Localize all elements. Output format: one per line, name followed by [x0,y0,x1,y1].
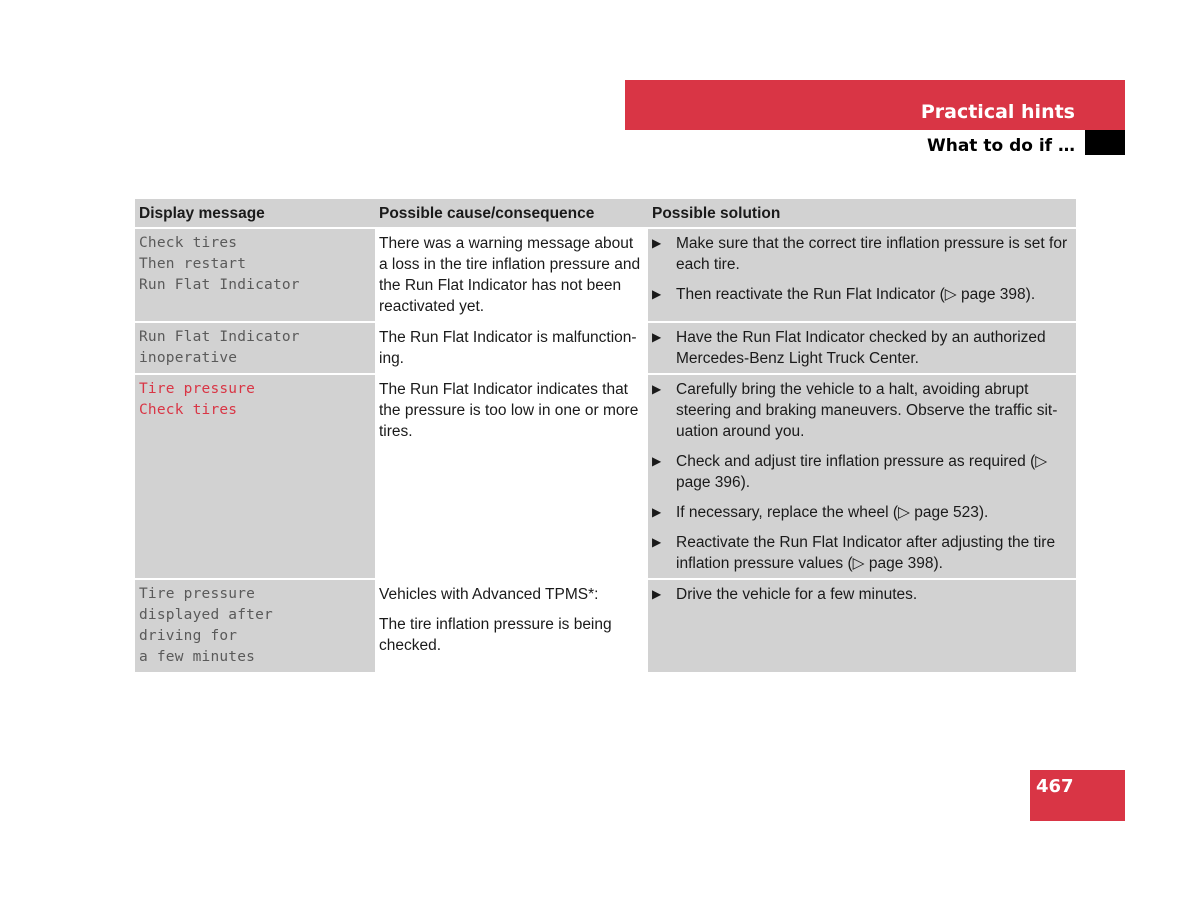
solution-cell [648,228,1076,322]
cause-paragraph: Vehicles with Advanced TPMS*: [379,586,599,603]
solution-step [652,379,1072,442]
solution-text: Have the Run Flat Indicator checked by an authorized Mercedes-Benz Light Truck Center. [676,329,1046,367]
bullet-arrow-icon: ▶ [652,587,662,601]
display-message-line: driving for [139,628,238,644]
cause-cell [375,228,648,322]
solution-cell [648,579,1076,673]
solution-step [652,532,1072,574]
display-message-line: Tire pressure [139,381,256,397]
solution-step [652,584,1072,605]
column-header-display-message: Display message [135,199,375,228]
cause-cell [375,579,648,673]
display-messages-table [135,199,1076,674]
display-message-line: Run Flat Indicator [139,329,300,345]
bullet-arrow-icon: ▶ [652,382,662,396]
bullet-arrow-icon: ▶ [652,454,662,468]
table-header-row [135,199,1076,228]
solution-cell [648,322,1076,374]
solution-cell [648,374,1076,579]
table-body [135,228,1076,673]
solution-text: Check and adjust tire inflation pressure as required (▷ page 396). [676,453,1048,491]
display-message-line: Check tires [139,235,238,251]
display-message-line: Tire pressure [139,586,256,602]
display-message-line: Run Flat Indicator [139,277,300,293]
solution-text: Reactivate the Run Flat Indicator after adjusting the tire inflation pressure values (▷ page 398). [676,534,1056,572]
display-message-line: Check tires [139,402,238,418]
subsection-title: What to do if … [926,136,1075,156]
solution-step [652,502,1072,523]
cause-paragraph: The tire inflation pressure is being checked. [379,616,612,654]
solution-step [652,233,1072,275]
table-row [135,322,1076,374]
table-row [135,579,1076,673]
solution-text: If necessary, replace the wheel (▷ page 523). [676,504,989,521]
cause-paragraph: The Run Flat Indicator indicates that the pressure is too low in one or more tires. [379,381,639,440]
cause-cell [375,322,648,374]
page-number-box [1030,770,1125,821]
display-message-cell [135,374,375,579]
solution-step [652,284,1072,305]
solution-step [652,327,1072,369]
display-message-cell [135,322,375,374]
solution-text: Carefully bring the vehicle to a halt, avoiding abrupt steering and braking maneuvers. Observe the traffic sit-uation around you. [676,381,1058,440]
bullet-arrow-icon: ▶ [652,330,662,344]
solution-text: Drive the vehicle for a few minutes. [676,586,918,603]
bullet-arrow-icon: ▶ [652,505,662,519]
solution-text: Make sure that the correct tire inflation pressure is set for each tire. [676,235,1068,273]
display-message-line: Then restart [139,256,247,272]
cause-paragraph: The Run Flat Indicator is malfunction-ing. [379,329,637,367]
display-message-line: inoperative [139,350,238,366]
cause-paragraph: There was a warning message about a loss in the tire inflation pressure and the Run Flat Indicator has not been reactivated yet. [379,235,641,315]
display-message-cell [135,579,375,673]
display-message-line: displayed after [139,607,273,623]
table-row [135,374,1076,579]
solution-text: Then reactivate the Run Flat Indicator (▷ page 398). [676,286,1036,303]
bullet-arrow-icon: ▶ [652,535,662,549]
chapter-tab-marker [1085,130,1125,155]
cause-cell [375,374,648,579]
column-header-possible-solution: Possible solution [648,199,1076,228]
page-number: 467 [1036,776,1074,797]
display-message-line: a few minutes [139,649,256,665]
section-header-bar [625,80,1125,130]
column-header-possible-cause: Possible cause/consequence [375,199,648,228]
display-message-cell [135,228,375,322]
bullet-arrow-icon: ▶ [652,287,662,301]
solution-step [652,451,1072,493]
bullet-arrow-icon: ▶ [652,236,662,250]
section-title: Practical hints [920,101,1075,123]
table-row [135,228,1076,322]
